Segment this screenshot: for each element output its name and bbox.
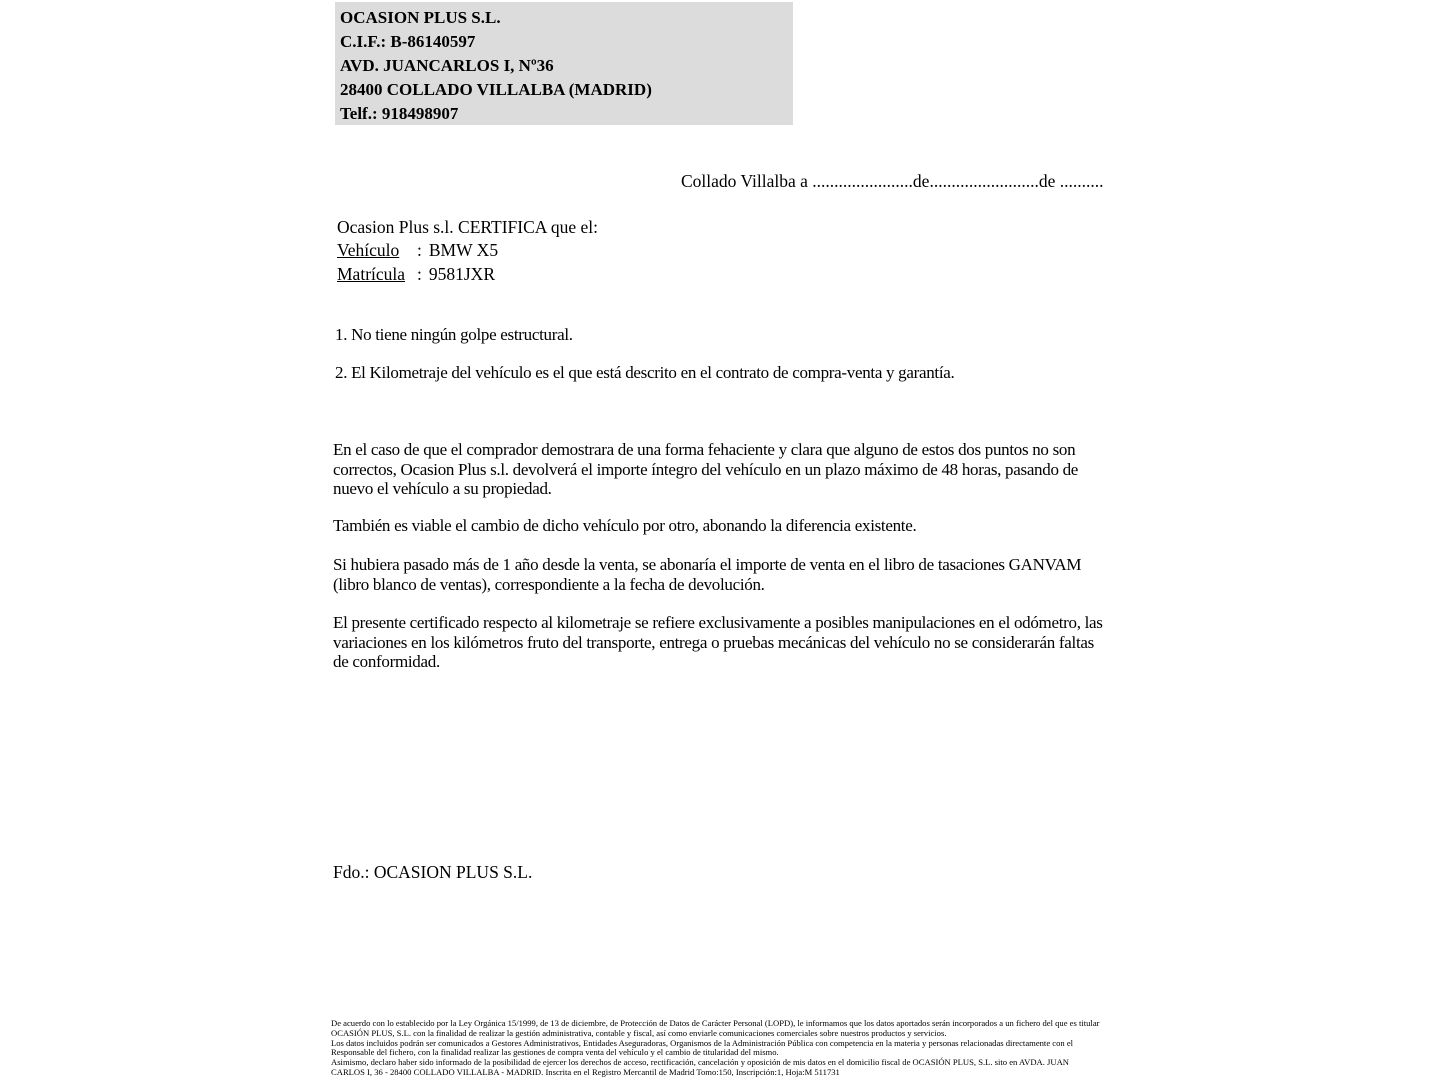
plate-separator: : [417,264,422,284]
company-header-box [335,2,793,125]
signature-line: Fdo.: OCASION PLUS S.L. [333,862,533,882]
vehicle-value: BMW X5 [428,240,499,260]
company-cif: C.I.F.: B-86140597 [340,32,476,51]
legal-line: Asimismo, declaro haber sido informado de la posibilidad de ejercer los derechos de acceso, rectificación, cancelación y oposición de mis datos en el domicilio fiscal de OCASIÓN PLUS, S.L. sito en AVDA. JUAN [331,1057,1070,1068]
point-1: 1. No tiene ningún golpe estructural. [335,325,573,344]
legal-line: CARLOS I, 36 - 28400 COLLADO VILLALBA - MADRID. Inscrita en el Registro Mercantil de Madrid Tomo:150, Inscripción:1, Hoja:M 511731 [331,1066,840,1077]
paragraph-ganvam: Si hubiera pasado más de 1 año desde la venta, se abonaría el importe de venta en el libro de tasaciones GANVAM (libro blanco de ventas), correspondiente a la fecha de devolución. [333,555,1082,594]
legal-line: Responsable del fichero, con la finalidad realizar las gestiones de compra venta del vehículo y el cambio de titularidad del mismo. [331,1047,779,1058]
certifies-intro: Ocasion Plus s.l. CERTIFICA que el: [337,217,598,237]
plate-field [337,264,495,285]
legal-line: Los datos incluidos podrán ser comunicados a Gestores Administrativos, Entidades Aseguradoras, Organismos de la Administración Pública con competencia en la materia y personas relacionadas directamente con el [331,1037,1074,1048]
plate-label: Matrícula [337,264,406,284]
legal-footer [331,1019,1121,1078]
plate-value: 9581JXR [428,264,495,284]
paragraph-odometer: El presente certificado respecto al kilometraje se refiere exclusivamente a posibles manipulaciones en el odómetro, las variaciones en los kilómetros fruto del transporte, entrega o pruebas mecánicas del vehículo no se considerarán faltas de conformidad. [333,613,1103,672]
legal-line: OCASIÓN PLUS, S.L. con la finalidad de realizar la gestión administrativa, contable y fiscal, así como enviarle comunicaciones comerciales sobre nuestros productos y servicios. [331,1027,947,1038]
legal-line: De acuerdo con lo establecido por la Ley Orgánica 15/1999, de 13 de diciembre, de Protección de Datos de Carácter Personal (LOPD), le informamos que los datos aportados serán incorporados a un fichero del que es titular [331,1018,1100,1028]
date-line: Collado Villalba a .......................de.........................de .......... [681,171,1104,191]
vehicle-field [337,240,498,261]
vehicle-separator: : [417,240,422,260]
paragraph-exchange: También es viable el cambio de dicho vehículo por otro, abonando la diferencia existente. [333,516,917,535]
paragraph-refund: En el caso de que el comprador demostrara de una forma fehaciente y clara que alguno de estos dos puntos no son correctos, Ocasion Plus s.l. devolverá el importe íntegro del vehículo en un plazo máximo de 48 horas, pasando de nuevo el vehículo a su propiedad. [333,440,1079,499]
point-2: 2. El Kilometraje del vehículo es el que está descrito en el contrato de compra-venta y garantía. [335,363,955,382]
company-address: AVD. JUANCARLOS I, Nº36 [340,56,554,75]
company-phone: Telf.: 918498907 [340,104,459,123]
vehicle-label: Vehículo [337,240,400,260]
company-city: 28400 COLLADO VILLALBA (MADRID) [340,80,652,99]
company-name: OCASION PLUS S.L. [340,8,501,27]
